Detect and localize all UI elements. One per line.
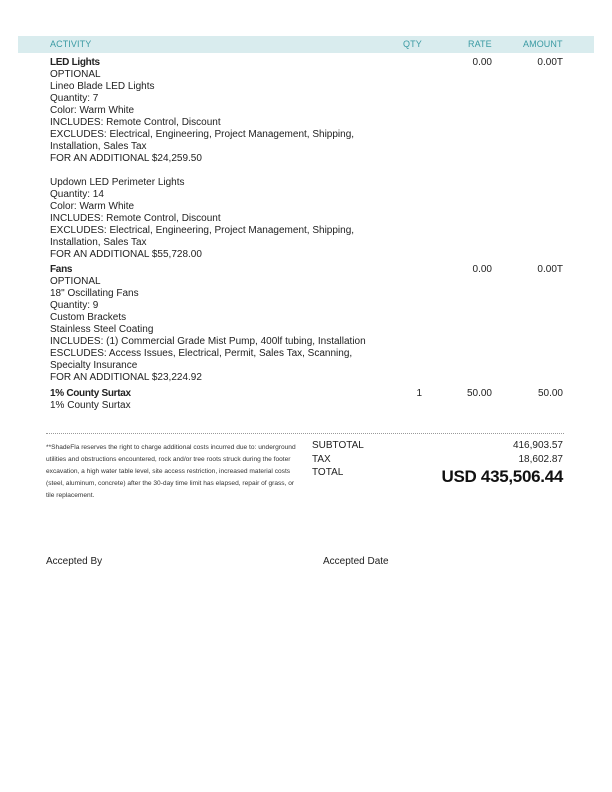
item-desc-line: OPTIONAL [50,69,101,80]
header-activity: ACTIVITY [50,39,92,49]
item-desc-line: INCLUDES: Remote Control, Discount [50,213,221,224]
item-desc-line: Updown LED Perimeter Lights [50,177,185,188]
item-amount: 0.00T [537,57,563,68]
item-desc-line: FOR AN ADDITIONAL $23,224.92 [50,372,202,383]
item-title: 1% County Surtax [50,388,131,399]
subtotal-label: SUBTOTAL [312,440,364,451]
item-desc-line: INCLUDES: (1) Commercial Grade Mist Pump, 400lf tubing, Installation [50,336,366,347]
item-desc-line: Lineo Blade LED Lights [50,81,155,92]
header-amount: AMOUNT [523,39,563,49]
total-label: TOTAL [312,467,344,478]
item-desc-line: Color: Warm White [50,105,135,116]
item-rate: 50.00 [466,388,492,399]
item-desc-line: Installation, Sales Tax [50,141,147,152]
item-desc-line: Installation, Sales Tax [50,237,147,248]
totals-divider [46,433,564,434]
item-desc-line: 1% County Surtax [50,400,131,411]
item-desc-line: Quantity: 7 [50,93,99,104]
item-desc-line: FOR AN ADDITIONAL $55,728.00 [50,249,202,260]
item-desc-line: EXCLUDES: Electrical, Engineering, Project Management, Shipping, [50,225,355,236]
item-desc-line: EXCLUDES: Electrical, Engineering, Project Management, Shipping, [50,129,355,140]
table-header-bar [18,36,594,53]
item-desc-line: OPTIONAL [50,276,101,287]
item-amount: 50.00 [537,388,563,399]
item-desc-line: INCLUDES: Remote Control, Discount [50,117,221,128]
grand-total-value: USD 435,506.44 [441,467,563,486]
item-title: LED Lights [50,57,100,68]
item-desc-line: ESCLUDES: Access Issues, Electrical, Permit, Sales Tax, Scanning, [50,348,353,359]
tax-label: TAX [312,454,331,465]
item-amount: 0.00T [537,264,563,275]
item-desc-line: Stainless Steel Coating [50,324,154,335]
disclaimer-text: **ShadeFla reserves the right to charge additional costs incurred due to: underground utilities and obstructions encountered, rock and/or tree roots struck during the footer excavation, a high water table level, site access restriction, increased material costs (steel, aluminum, concrete) after the 30-day time limit has elapsed, repair of grass, or tile replacement. [46,444,296,499]
item-desc-line: Specialty Insurance [50,360,138,371]
item-qty: 1 [416,388,422,399]
tax-value: 18,602.87 [518,454,563,465]
item-desc-line: 18" Oscillating Fans [50,288,139,299]
accepted-by-label: Accepted By [46,556,103,567]
header-rate: RATE [468,39,492,49]
item-desc-line: Quantity: 9 [50,300,99,311]
subtotal-value: 416,903.57 [512,440,563,451]
accepted-date-label: Accepted Date [323,556,389,567]
item-rate: 0.00 [472,264,492,275]
item-desc-line: FOR AN ADDITIONAL $24,259.50 [50,153,202,164]
header-qty: QTY [403,39,422,49]
item-desc-line: Quantity: 14 [50,189,104,200]
item-title: Fans [50,264,73,275]
item-rate: 0.00 [472,57,492,68]
item-desc-line: Custom Brackets [50,312,127,323]
item-desc-line: Color: Warm White [50,201,135,212]
